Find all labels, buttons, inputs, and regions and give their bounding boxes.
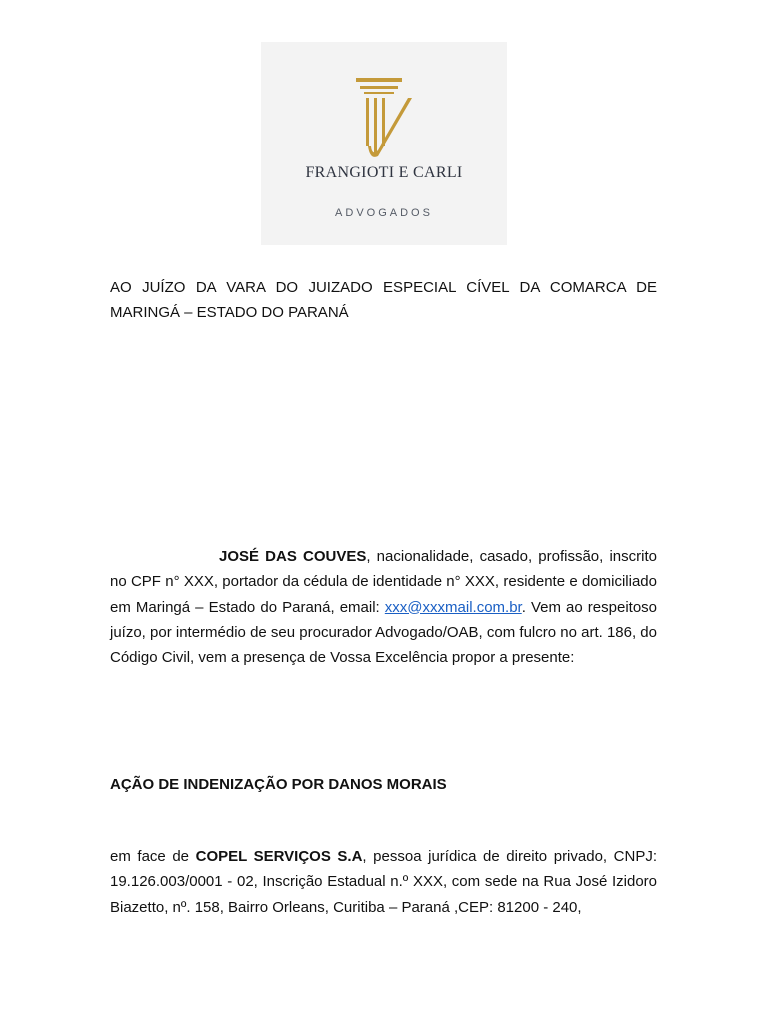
action-title: AÇÃO DE INDENIZAÇÃO POR DANOS MORAIS	[110, 776, 447, 793]
plaintiff-details: , nacionalidade, casado, profissão, inscrito no CPF n° XXX, portador da cédula de identidade n° XXX, residente e domiciliado em Maringá – Estado do Paraná, email:	[110, 548, 657, 616]
defendant-paragraph	[110, 844, 657, 920]
plaintiff-paragraph	[110, 544, 657, 670]
email-link[interactable]: xxx@xxxmail.com.br	[384, 598, 522, 616]
defendant-details: , pessoa jurídica de direito privado, CNPJ: 19.126.003/0001 - 02, Inscrição Estadual n.º XXX, com sede na Rua José Izidoro Biazetto, nº. 158, Bairro Orleans, Curitiba – Paraná ,CEP: 81200 - 240,	[110, 848, 657, 916]
firm-subtitle: ADVOGADOS	[335, 207, 433, 219]
firm-logo	[261, 42, 507, 245]
column-pillar-icon	[352, 76, 418, 164]
court-address: AO JUÍZO DA VARA DO JUIZADO ESPECIAL CÍVEL DA COMARCA DE MARINGÁ – ESTADO DO PARANÁ	[110, 279, 657, 322]
defendant-prefix: em face de	[110, 848, 196, 865]
firm-name: FRANGIOTI E CARLI	[305, 164, 463, 181]
defendant-company-name: COPEL SERVIÇOS S.A	[195, 848, 363, 865]
plaintiff-request: . Vem ao respeitoso juízo, por intermédio de seu procurador Advogado/OAB, com fulcro no art. 186, do Código Civil, vem a presença de Vossa Excelência propor a presente:	[110, 598, 657, 667]
plaintiff-name: JOSÉ DAS COUVES	[219, 548, 367, 565]
